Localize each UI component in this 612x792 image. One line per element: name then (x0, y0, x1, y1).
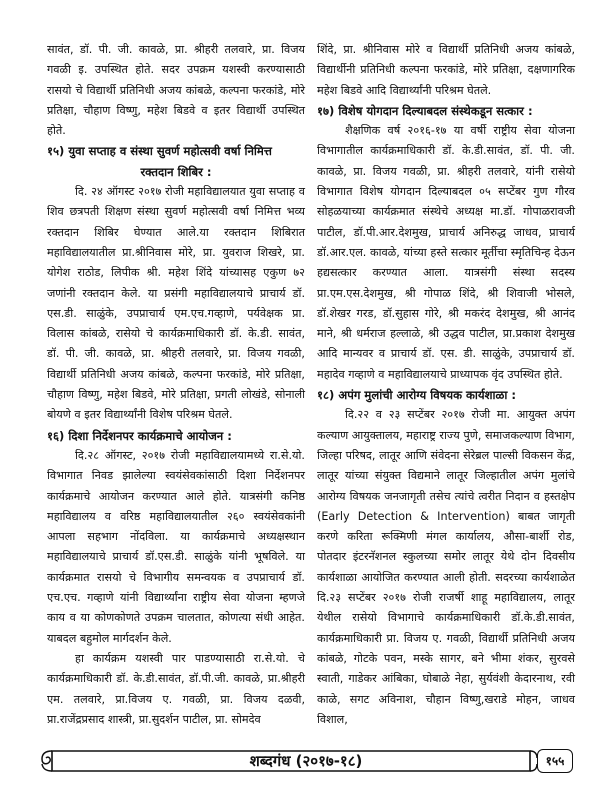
left-column (47, 40, 305, 730)
section-17-body: शैक्षणिक वर्ष २०१६-१७ या वर्षी राष्ट्रीय सेवा योजना विभागातील कार्यक्रमाधिकारी डॉ. के.डी.सावंत, डॉ. पी. जी. कावळे, प्रा. विजय गवळी, प्रा. श्रीहरी तलवारे, यांनी रासेयो विभागात विशेष योगदान दिल्याबदल ०५ सप्टेंबर गुण गौरव सोहळयाच्या कार्यक्रमात संस्थेचे अध्यक्ष मा.डॉ. गोपाळरावजी पाटील, डॉ.पी.आर.देशमुख, प्राचार्य अनिरुद्ध जाधव, प्राचार्य डॉ.आर.एल. कावळे, यांच्या हस्ते सत्कार मूर्तीचा स्मृतिचिन्ह देऊन हद्यसत्कार करण्यात आला. यात्रसंगी संस्था सदस्य प्रा.एम.एस.देशमुख, श्री गोपाळ शिंदे, श्री शिवाजी भोसले, डॉ.शेखर गरड, डॉ.सुहास गोरे, श्री मकरंद देशमुख, श्री आनंद माने, श्री धर्मराज हल्लाळे, श्री उद्धव पाटील, प्रा.प्रकाश देशमुख आदि मान्यवर व प्राचार्य डॉ. एस. डी. साळुंके, उपप्राचार्य डॉ. महादेव गव्हाणे व महाविद्यालयाचे प्राध्यापक वृंद उपस्थित होते. (317, 124, 575, 381)
section-16-body-continued: हा कार्यक्रम यशस्वी पार पाडण्यासाठी रा.से.यो. चे कार्यक्रमाधिकारी डॉ. के.डी.सावंत, डॉ.पी.जी. कावळे, प्रा.श्रीहरी एम. तलवारे, प्रा.विजय ए. गवळी, प्रा. विजय दळवी, प्रा.राजेंद्रप्रसाद शास्त्री, प्रा.सुदर्शन पाटील, प्रा. सोमदेव (47, 651, 305, 726)
page-number: १५५ (537, 749, 573, 773)
section-15-body: दि. २४ ऑगस्ट २०१७ रोजी महाविद्यालयात युवा सप्ताह व शिव छत्रपती शिक्षण संस्था सुवर्ण महोत्सवी वर्षा निमित्त भव्य रक्तदान शिबिर घेण्यात आले.या रक्तदान शिबिरात महाविद्यालयातील प्रा.श्रीनिवास मोरे, प्रा. युवराज शिखरे, प्रा. योगेश राठोड, लिपीक श्री. महेश शिंदे यांच्यासह एकुण ७२ जणांनी रक्तदान केले. या प्रसंगी महाविद्यालयाचे प्राचार्य डॉ. एस.डी. साळुंके, उपप्राचार्य एम.एच.गव्हाणे, पर्यवेक्षक प्रा. विलास कांबळे, रासेयो चे कार्यक्रमाधिकारी डॉ. के.डी. सावंत, डॉ. पी. जी. कावळे, प्रा. श्रीहरी तलवारे, प्रा. विजय गवळी, विद्यार्थी प्रतिनिधी अजय कांबळे, कल्पना फरकांडे, मोरे प्रतिक्षा, चौहाण विष्णु, महेश बिडवे, मोरे प्रतिक्षा, प्रगती लोखंडे, सोनाली बोयणे व इतर विद्यार्थ्यांनी विशेष परिश्रम घेतले. (47, 185, 305, 422)
journal-title: शब्दगंध (२०१७-१८) (249, 752, 363, 770)
section-16-body: दि.२८ ऑगस्ट, २०१७ रोजी महाविद्यालयामध्ये रा.से.यो. विभागात निवड झालेल्या स्वयंसेवकांसाठी दिशा निर्देशनपर कार्यक्रमाचे आयोजन करण्यात आले होते. यात्रसंगी कनिष्ठ महाविद्यालय व वरिष्ठ महाविद्यालयातील २६० स्वयंसेवकांनी आपला सहभाग नोंदविला. या कार्यक्रमाचे अध्यक्षस्थान महाविद्यालयाचे प्राचार्य डॉ.एस.डी. साळुंके यांनी भूषविले. या कार्यक्रमात रासयो चे विभागीय समन्वयक व उपप्राचार्य डॉ. एच.एच. गव्हाणे यांनी विद्यार्थ्यांना राष्ट्रीय सेवा योजना म्हणजे काय व या कोणकोणते उपक्रम चालतात, कोणत्या संधी आहेत. याबदल बहुमोल मार्गदर्शन केले. (47, 448, 305, 645)
page-footer (38, 746, 574, 776)
section-17-heading: १७) विशेष योगदान दिल्याबदल संस्थेकडून सत्कार : (317, 103, 533, 118)
section-15-heading: १५) युवा सप्ताह व संस्था सुवर्ण महोत्सवी वर्षा निमित्त (47, 144, 272, 159)
section-18-body: दि.२२ व २३ सप्टेंबर २०१७ रोजी मा. आयुक्त अपंग कल्याण आयुक्तालय, महाराष्ट्र राज्य पुणे, समाजकल्याण विभाग, जिल्हा परिषद, लातूर आणि संवेदना सेरेब्रल पाल्सी विकसन केंद्र, लातूर यांच्या संयुक्त विद्यमाने लातूर जिल्हातील अपंग मुलांचे आरोग्य विषयक जनजागृती तसेच त्यांचे त्वरीत निदान व हस्तक्षेप (Early Detection & Intervention) बाबत जागृती करणे करिता रूक्मिणी मंगल कार्यालय, औसा-बार्शी रोड, पोतदार इंटरनॅशनल स्कुलच्या समोर लातूर येथे दोन दिवसीय कार्यशाळा आयोजित करण्यात आली होती. सदरच्या कार्यशाळेत दि.२३ सप्टेंबर २०१७ रोजी राजर्षी शाहू महाविद्यालय, लातूर येथील रासेयो विभागाचे कार्यक्रमाधिकारी डॉ.के.डी.सावंत, कार्यक्रमाधिकारी प्रा. विजय ए. गवळी, विद्यार्थी प्रतिनिधी अजय कांबळे, गोटके पवन, मस्के सागर, बने भीमा शंकर, सुरवसे स्वाती, गाडेकर आंबिका, घोबाळे नेहा, सुर्यवंशी केदारनाथ, रवी काळे, सगट अविनाश, चौहान विष्णु,खराडे मोहन, जाधव विशाल, (317, 408, 575, 726)
section-18-heading: १८) अपंग मुलांची आरोग्य विषयक कार्यशाळा : (317, 388, 517, 403)
right-column (317, 40, 575, 730)
left-paragraph-continued: सावंत, डॉ. पी. जी. कावळे, प्रा. श्रीहरी तलवारे, प्रा. विजय गवळी इ. उपस्थित होते. सदर उपक्रम यशस्वी करण्यासाठी रासयो चे विद्यार्थी प्रतिनिधी अजय कांबळे, कल्पना फरकांडे, मोरे प्रतिक्षा, चौहाण विष्णु, महेश बिडवे व इतर विद्यार्थी उपस्थित होते. (47, 43, 305, 138)
right-paragraph-continued: शिंदे, प्रा. श्रीनिवास मोरे व विद्यार्थी प्रतिनिधी अजय कांबळे, विद्यार्थीनी प्रतिनिधी कल्पना फरकांडे, मोरे प्रतिक्षा, दक्षणागरिक महेश बिडवे आदि विद्यार्थ्यांनी परिश्रम घेतले. (317, 43, 575, 97)
section-16-heading: १६) दिशा निर्देशनपर कार्यक्रमाचे आयोजन : (47, 428, 232, 443)
section-15-subheading: रक्तदान शिबिर : (140, 164, 212, 179)
